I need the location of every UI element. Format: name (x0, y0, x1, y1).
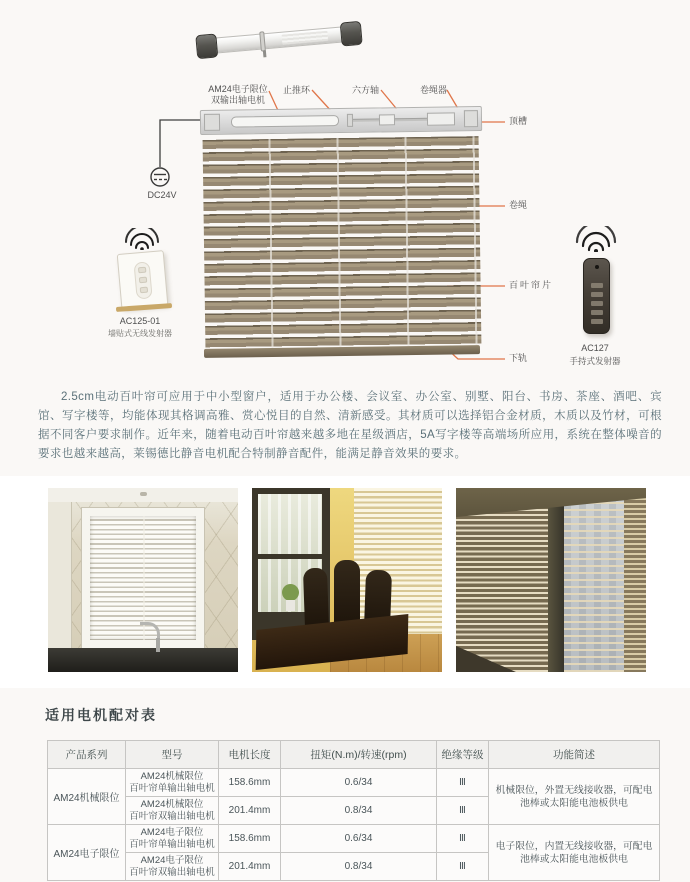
handheld-transmitter (570, 226, 622, 338)
photo-strip (0, 476, 690, 688)
motor-tube-body (208, 26, 351, 54)
label-hex-shaft: 六方轴 (352, 85, 380, 95)
label-lift-cord: 卷绳 (509, 200, 528, 210)
dc-power-icon (151, 168, 169, 186)
col-header-series: 产品系列 (48, 741, 126, 769)
model-line2: 百叶帘单输出轴电机 (129, 782, 215, 794)
headrail (200, 106, 482, 135)
dining-window-bar (258, 554, 322, 559)
office-blinds-far (624, 488, 646, 672)
model-line2: 百叶帘单输出轴电机 (129, 838, 215, 850)
kitchen-counter (48, 648, 238, 672)
headrail-bracket (464, 110, 478, 127)
table-title: 适用电机配对表 (45, 707, 157, 723)
motor-end-cap (340, 21, 363, 47)
handheld-button (591, 319, 603, 324)
photo-office-blinds (456, 488, 646, 672)
wall-transmitter-panel (117, 250, 169, 309)
wall-transmitter-buttons (134, 261, 153, 299)
motor-tab (263, 50, 267, 57)
dining-plant-pot (286, 600, 295, 611)
col-header-insulation: 绝缘等级 (437, 741, 489, 769)
length-cell: 158.6mm (219, 769, 281, 797)
model-cell (126, 797, 219, 825)
length-cell: 158.6mm (219, 825, 281, 853)
model-line2: 百叶帘双输出轴电机 (129, 866, 215, 878)
model-line1: AM24机械限位 (140, 771, 204, 782)
handheld-transmitter-model: AC127 (581, 343, 609, 353)
torque-cell: 0.6/34 (281, 769, 437, 797)
office-window-mullion (548, 488, 564, 672)
insulation-cell: Ⅲ (437, 769, 489, 797)
handheld-transmitter-name: 手持式发射器 (569, 356, 621, 366)
torque-cell: 0.8/34 (281, 853, 437, 881)
photo-kitchen-blinds (48, 488, 238, 672)
blind-slats (203, 136, 482, 350)
label-motor (203, 84, 273, 106)
kitchen-cabinet (48, 502, 72, 648)
feature-cell: 机械限位，外置无线接收器，可配电池棒或太阳能电池板供电 (489, 769, 660, 825)
dining-chair (303, 568, 329, 631)
headrail-motor (231, 115, 339, 128)
model-line1: AM24电子限位 (140, 855, 204, 866)
model-line1: AM24机械限位 (140, 799, 204, 810)
dining-plant (282, 584, 299, 601)
label-motor-line2: 双输出轴电机 (210, 95, 265, 105)
headrail-cord-winder (379, 114, 395, 125)
headrail-bracket (204, 114, 220, 131)
headrail-cord-winder (427, 112, 455, 125)
wall-transmitter-model: AC125-01 (119, 316, 161, 326)
table-header-row (48, 741, 660, 769)
model-line2: 百叶帘双输出轴电机 (129, 810, 215, 822)
label-slats: 百叶帘片 (509, 280, 554, 290)
table-row (48, 825, 660, 853)
intro-section (38, 388, 662, 464)
handheld-transmitter-body (583, 258, 610, 334)
insulation-cell: Ⅲ (437, 853, 489, 881)
handheld-button (591, 292, 603, 297)
power-wire (160, 120, 205, 167)
length-cell: 201.4mm (219, 853, 281, 881)
col-header-torque: 扭矩(N.m)/转速(rpm) (281, 741, 437, 769)
kitchen-faucet-stem (156, 638, 160, 652)
label-cord-winder: 卷绳器 (420, 85, 448, 95)
label-dc24v: DC24V (147, 190, 177, 200)
handheld-button (591, 283, 603, 288)
handheld-button (591, 310, 603, 315)
photo-dining-blinds (252, 488, 442, 672)
series-cell: AM24电子限位 (48, 825, 126, 881)
motor-pairing-table (47, 740, 660, 881)
dining-chair (334, 560, 360, 628)
wall-transmitter-name: 墙贴式无线发射器 (108, 329, 172, 338)
col-header-model: 型号 (126, 741, 219, 769)
wireless-waves-icon (120, 228, 164, 250)
model-cell (126, 825, 219, 853)
series-cell: AM24机械限位 (48, 769, 126, 825)
feature-cell: 电子限位，内置无线接收器，可配电池棒或太阳能电池板供电 (489, 825, 660, 881)
model-cell (126, 853, 219, 881)
label-top-channel: 顶槽 (509, 116, 528, 126)
kitchen-lamp (140, 492, 147, 496)
handheld-button (591, 301, 603, 306)
insulation-cell: Ⅲ (437, 825, 489, 853)
motor-tube-photo (197, 23, 360, 57)
wall-transmitter (110, 228, 174, 316)
model-cell (126, 769, 219, 797)
handheld-led (595, 265, 599, 269)
label-bottom-rail: 下轨 (509, 353, 528, 363)
length-cell: 201.4mm (219, 797, 281, 825)
wireless-waves-icon (571, 226, 621, 252)
intro-paragraph: 2.5cm电动百叶帘可应用于中小型窗户，适用于办公楼、会议室、办公室、别墅、阳台、书房、茶座、酒吧、宾馆、写字楼等，均能体现其格调高雅、赏心悦目的自然、清新感受。其材质可以选择铝合金材质，木质以及竹材，可根据不同客户要求制作。近年来，随着电动百叶帘越来越多地在星级酒店，5A写字楼等高端场所应用，系统在整体噪音的要求也越来越高，莱锡德比静音电机配合特制静音配件，能满足静音效果的要求。 (38, 391, 662, 460)
col-header-feature: 功能简述 (489, 741, 660, 769)
motor-end-cap (195, 33, 218, 59)
table-row (48, 769, 660, 797)
model-line1: AM24电子限位 (140, 827, 204, 838)
torque-cell: 0.8/34 (281, 797, 437, 825)
col-header-length: 电机长度 (219, 741, 281, 769)
torque-cell: 0.6/34 (281, 825, 437, 853)
product-diagram (0, 0, 690, 388)
label-motor-line1: AM24电子限位 (208, 84, 268, 94)
insulation-cell: Ⅲ (437, 797, 489, 825)
label-thrust-ring: 止推环 (283, 85, 311, 95)
